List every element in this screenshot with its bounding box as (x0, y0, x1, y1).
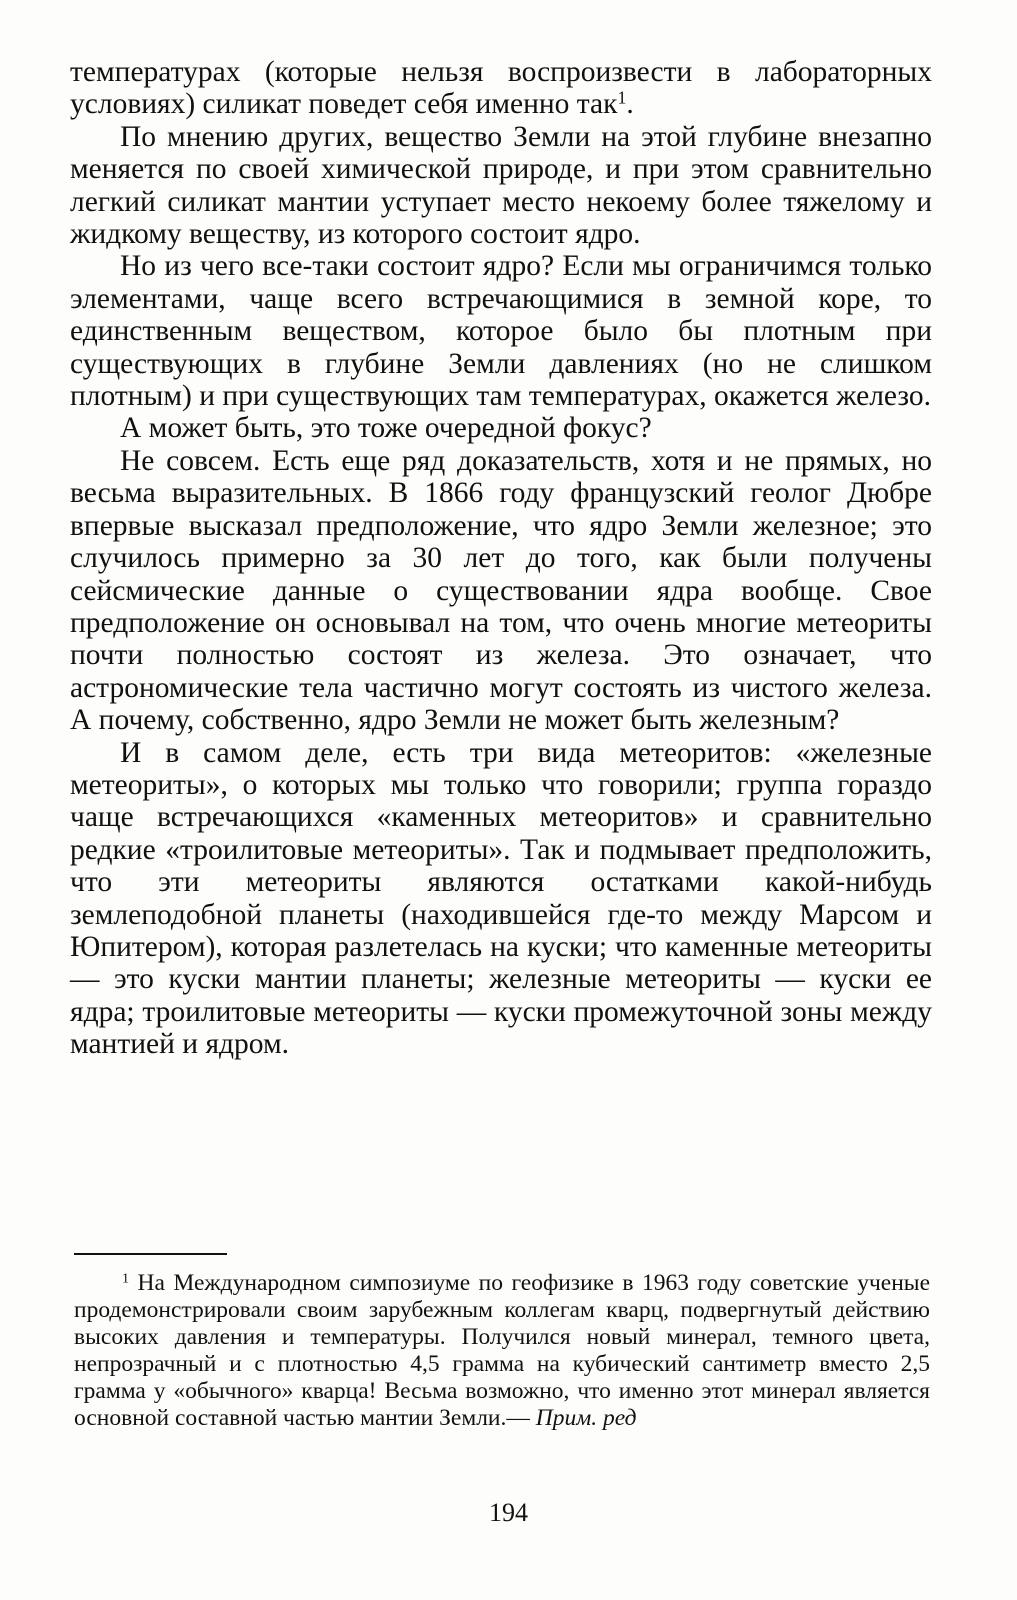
footnote-paragraph (74, 1270, 930, 1431)
editor-note-sign: Прим. ред (535, 1404, 637, 1431)
paragraph: Не совсем. Есть еще ряд доказательств, хотя и не прямых, но весьма выразительных. В 1866 году французский геолог Дюбре впервые высказал предположение, что ядро Земли железное; это случилось примерно за 30 лет до того, как были получены сейсмические данные о существовании ядра вообще. Свое предположение он основывал на том, что очень многие метеориты почти полностью состоят из железа. Это означает, что астрономические тела частично могут состоять из чистого железа. А почему, собственно, ядро Земли не может быть железным? (70, 444, 932, 737)
footnote-text: На Международном симпозиуме по геофизике в 1963 году советские ученые продемонстрировали своим зарубежным коллегам кварц, подвергнутый действию высоких давления и температуры. Получился новый минерал, темного цвета, непрозрачный и с плотностью 4,5 грамма на кубический сантиметр вместо 2,5 грамма у «обычного» кварца! Весьма возможно, что именно этот минерал является основной составной частью мантии Земли.— (74, 1270, 930, 1431)
main-text (70, 56, 932, 1061)
paragraph: И в самом деле, есть три вида метеоритов: «железные метеориты», о которых мы только что говорили; группа гораздо чаще встречающихся «каменных метеоритов» и сравнительно редкие «троилитовые метеориты». Так и подмывает предположить, что эти метеориты являются остатками какой-нибудь землеподобной планеты (находившейся где-то между Марсом и Юпитером), которая разлетелась на куски; что каменные метеориты — это куски мантии планеты; железные метеориты — куски ее ядра; троилитовые метеориты — куски промежуточной зоны между мантией и ядром. (70, 736, 932, 1061)
paragraph: температурах (которые нельзя воспроизвести в лабораторных условиях) силикат поведет себя именно так$^1$. (70, 56, 932, 121)
paragraph: Но из чего все-таки состоит ядро? Если мы ограничимся только элементами, чаще всего встречающимися в земной коре, то единственным веществом, которое было бы плотным при существующих в глубине Земли давлениях (но не слишком плотным) и при существующих там температурах, окажется железо. (70, 250, 932, 413)
footnote-separator (74, 1253, 227, 1255)
footnote-marker: 1 (122, 1270, 130, 1287)
footnote-reference: 1 (617, 87, 627, 108)
paragraph: По мнению других, вещество Земли на этой глубине внезапно меняется по своей химической природе, и при этом сравнительно легкий силикат мантии уступает место некоему более тяжелому и жидкому веществу, из которого состоит ядро. (70, 120, 932, 251)
paragraph: А может быть, это тоже очередной фокус? (120, 412, 652, 445)
page-number: 194 (489, 1498, 528, 1527)
footnote (74, 1270, 930, 1431)
paragraph-text: температурах (которые нельзя воспроизвести в лабораторных условиях) силикат поведет себя именно так (70, 56, 932, 121)
